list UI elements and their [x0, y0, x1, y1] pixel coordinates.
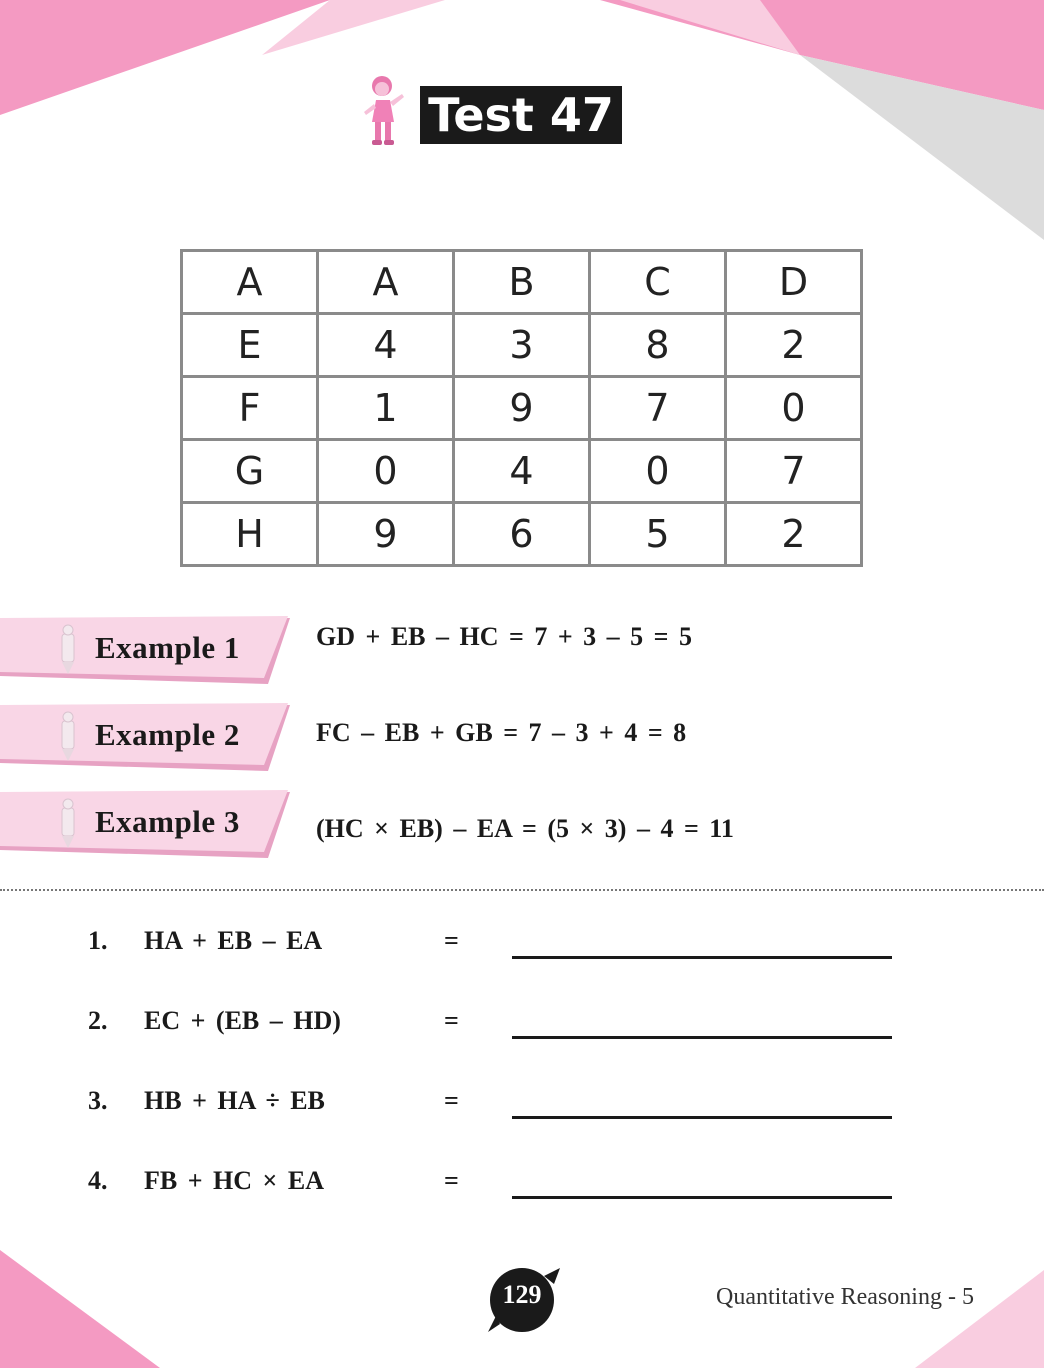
table-cell: 0	[318, 440, 454, 503]
table-cell: G	[182, 440, 318, 503]
question-4	[0, 1166, 1044, 1206]
table-cell: A	[318, 251, 454, 314]
question-expression: FB + HC × EA	[144, 1166, 324, 1195]
mascot-icon	[358, 72, 410, 148]
example-label: Example 3	[95, 804, 240, 839]
equals-sign: =	[444, 926, 459, 955]
table-cell: 3	[454, 314, 590, 377]
example-2-equation: FC – EB + GB = 7 – 3 + 4 = 8	[316, 718, 687, 747]
question-expression: EC + (EB – HD)	[144, 1006, 341, 1035]
table-row	[182, 440, 862, 503]
answer-line[interactable]	[512, 1116, 892, 1119]
question-number: 3.	[88, 1086, 108, 1115]
question-number: 4.	[88, 1166, 108, 1195]
example-1	[0, 616, 300, 686]
table-cell: F	[182, 377, 318, 440]
example-3-equation: (HC × EB) – EA = (5 × 3) – 4 = 11	[316, 814, 734, 843]
question-1	[0, 926, 1044, 966]
question-number: 2.	[88, 1006, 108, 1035]
table-cell: H	[182, 503, 318, 566]
table-row	[182, 377, 862, 440]
table-cell: 7	[590, 377, 726, 440]
answer-line[interactable]	[512, 1196, 892, 1199]
page-title: Test 47	[420, 86, 622, 144]
example-2	[0, 703, 300, 773]
table-cell: B	[454, 251, 590, 314]
example-label: Example 1	[95, 630, 240, 665]
question-3	[0, 1086, 1044, 1126]
table-cell: 1	[318, 377, 454, 440]
table-cell: 5	[590, 503, 726, 566]
table-cell: 9	[318, 503, 454, 566]
table-row	[182, 314, 862, 377]
table-cell: 8	[590, 314, 726, 377]
letter-number-table	[180, 249, 863, 567]
page-number: 129	[502, 1280, 542, 1309]
question-2	[0, 1006, 1044, 1046]
question-expression: HB + HA ÷ EB	[144, 1086, 325, 1115]
table-cell: 6	[454, 503, 590, 566]
table-cell: D	[726, 251, 862, 314]
table-cell: 0	[590, 440, 726, 503]
table-cell: 2	[726, 503, 862, 566]
answer-line[interactable]	[512, 1036, 892, 1039]
table-cell: 4	[454, 440, 590, 503]
table-row	[182, 503, 862, 566]
answer-line[interactable]	[512, 956, 892, 959]
table-cell: C	[590, 251, 726, 314]
table-cell: 2	[726, 314, 862, 377]
example-3	[0, 790, 300, 860]
dotted-divider	[0, 889, 1044, 891]
equals-sign: =	[444, 1086, 459, 1115]
equals-sign: =	[444, 1006, 459, 1035]
table-cell: A	[182, 251, 318, 314]
question-number: 1.	[88, 926, 108, 955]
table-row	[182, 251, 862, 314]
example-label: Example 2	[95, 717, 240, 752]
table-cell: 0	[726, 377, 862, 440]
table-cell: 9	[454, 377, 590, 440]
question-expression: HA + EB – EA	[144, 926, 323, 955]
table-cell: 7	[726, 440, 862, 503]
equals-sign: =	[444, 1166, 459, 1195]
table-cell: 4	[318, 314, 454, 377]
example-1-equation: GD + EB – HC = 7 + 3 – 5 = 5	[316, 622, 692, 651]
book-title: Quantitative Reasoning - 5	[716, 1284, 974, 1310]
table-cell: E	[182, 314, 318, 377]
